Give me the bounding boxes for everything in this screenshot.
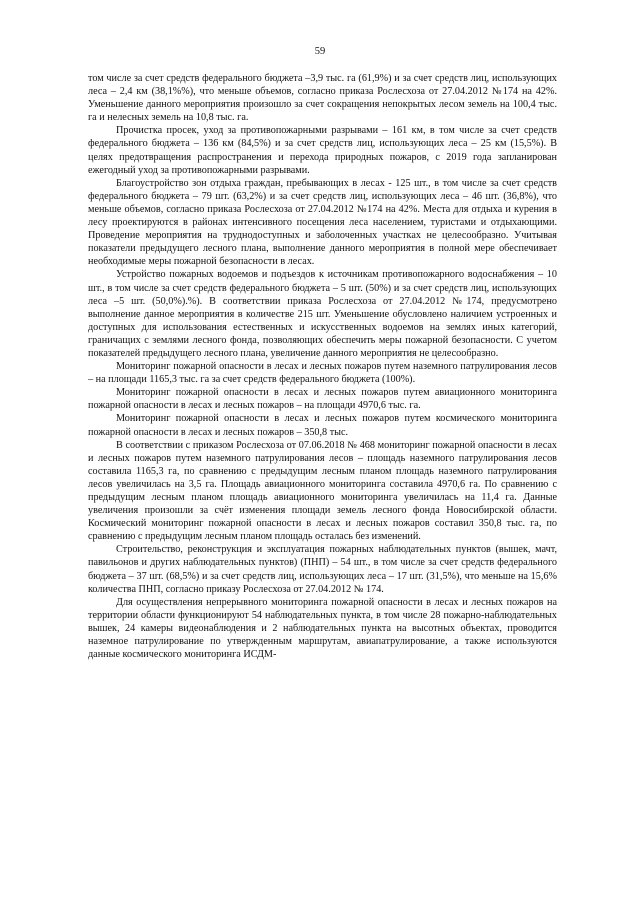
paragraph-space-monitoring: Мониторинг пожарной опасности в лесах и лесных пожаров путем космического мониторинга пожарной опасности в лесах и лесных пожаров – 350,8 тыс. <box>88 413 557 438</box>
paragraph-recreation-zones: Благоустройство зон отдыха граждан, пребывающих в лесах - 125 шт., в том числе за счет средств федерального бюджета – 79 шт. (63,2%) и за счет средств лиц, использующих леса – 46 шт. (36,8%), что меньше объемов, согласно приказа Рослесхоза от 27.04.2012 №174 на 42%. Места для отдыха и курения в лесу проектируются в районах интенсивного посещения леса населением, туристами и отдыхающими. Проведение мероприятия на труднодоступных и заболоченных участках не целесообразно. Учитывая показатели предыдущего лесного плана, выполнение данного мероприятия в полной мере обеспечивает необходимые меры пожарной безопасности в лесах. <box>88 177 557 268</box>
paragraph-clearing-fire-breaks: Прочистка просек, уход за противопожарными разрывами – 161 км, в том числе за счет средств федерального бюджета – 136 км (84,5%) и за счет средств лиц, использующих леса – 25 км (15,5%). В целях предотвращения распространения и перехода природных пожаров, с 2019 года запланирован ежегодный уход за противопожарными разрывами. <box>88 125 557 176</box>
paragraph-observation-points: Строительство, реконструкция и эксплуатация пожарных наблюдательных пунктов (вышек, мачт, павильонов и других наблюдательных пунктов) (ПНП) – 54 шт., в том числе за счет средств федерального бюджета – 37 шт. (68,5%) и за счет средств лиц, использующих леса – 17 шт. (31,5%), что меньше на 15,6% количества ПНП, согласно приказу Рослесхоза от 27.04.2012 № 174. <box>88 544 557 595</box>
paragraph-fire-ponds: Устройство пожарных водоемов и подъездов к источникам противопожарного водоснабжения – 10 шт., в том числе за счет средств федерального бюджета – 5 шт. (50%) и за счет средств лиц, использующих леса –5 шт. (50,0%).%). В соответствии приказа Рослесхоза от 27.04.2012 №174, предусмотрено выполнение данное мероприятия в количестве 215 шт. Уменьшение обусловлено наличием устроенных и доступных для использования естественных и искусственных водоемов на землях иных категорий, граничащих с землями лесного фонда, позволяющих обеспечить меры пожарной безопасности. С учетом показателей предыдущего лесного плана, увеличение данного мероприятия не целесообразно. <box>88 269 557 359</box>
paragraph-ground-monitoring: Мониторинг пожарной опасности в лесах и лесных пожаров путем наземного патрулирования лесов – на площади 1165,3 тыс. га за счет средств федерального бюджета (100%). <box>88 361 557 386</box>
paragraph-monitoring-order: В соответствии с приказом Рослесхоза от 07.06.2018 № 468 мониторинг пожарной опасности в лесах и лесных пожаров путем наземного патрулирования лесов – площадь наземного патрулирования лесов составила 1165,3 га, по сравнению с предыдущим лесным планом площадь наземного патрулирования лесов увеличилась на 3,5 га. Площадь авиационного мониторинга составила 4970,6 га. По сравнению с предыдущим лесным планом площадь авиационного мониторинга увеличилась на 11,4 га. Данные увеличения произошли за счёт изменения площади земель лесного фонда Новосибирской области. Космический мониторинг пожарной опасности в лесах и лесных пожаров составил 350,8 тыс. га, по сравнению с предыдущим лесным планом площадь осталась без изменений. <box>88 439 557 543</box>
document-body <box>88 72 557 661</box>
paragraph-continuous-monitoring: Для осуществления непрерывного мониторинга пожарной опасности в лесах и лесных пожаров на территории области функционируют 54 наблюдательных пункта, в том числе 28 пожарно-наблюдательных вышек, 24 камеры видеонаблюдения и 2 наблюдательных пункта на высотных объектах, проводится наземное патрулирование по утвержденным маршрутам, авиапатрулирование, а также используются данные космического мониторинга ИСДМ- <box>88 596 557 661</box>
page-number: 59 <box>314 46 326 57</box>
paragraph-fire-breaks-continuation: том числе за счет средств федерального бюджета –3,9 тыс. га (61,9%) и за счет средств лиц, использующих леса – 2,4 км (38,1%%), что меньше объемов, согласно приказа Рослесхоза от 27.04.2012 №174 на 42%. Уменьшение данного мероприятия произошло за счет сокращения непокрытых лесом земель на 100,4 тыс. га и нелесных земель на 10,8 тыс. га. <box>88 73 557 124</box>
paragraph-aerial-monitoring: Мониторинг пожарной опасности в лесах и лесных пожаров путем авиационного мониторинга пожарной опасности в лесах и лесных пожаров – на площади 4970,6 тыс. га. <box>88 387 557 412</box>
